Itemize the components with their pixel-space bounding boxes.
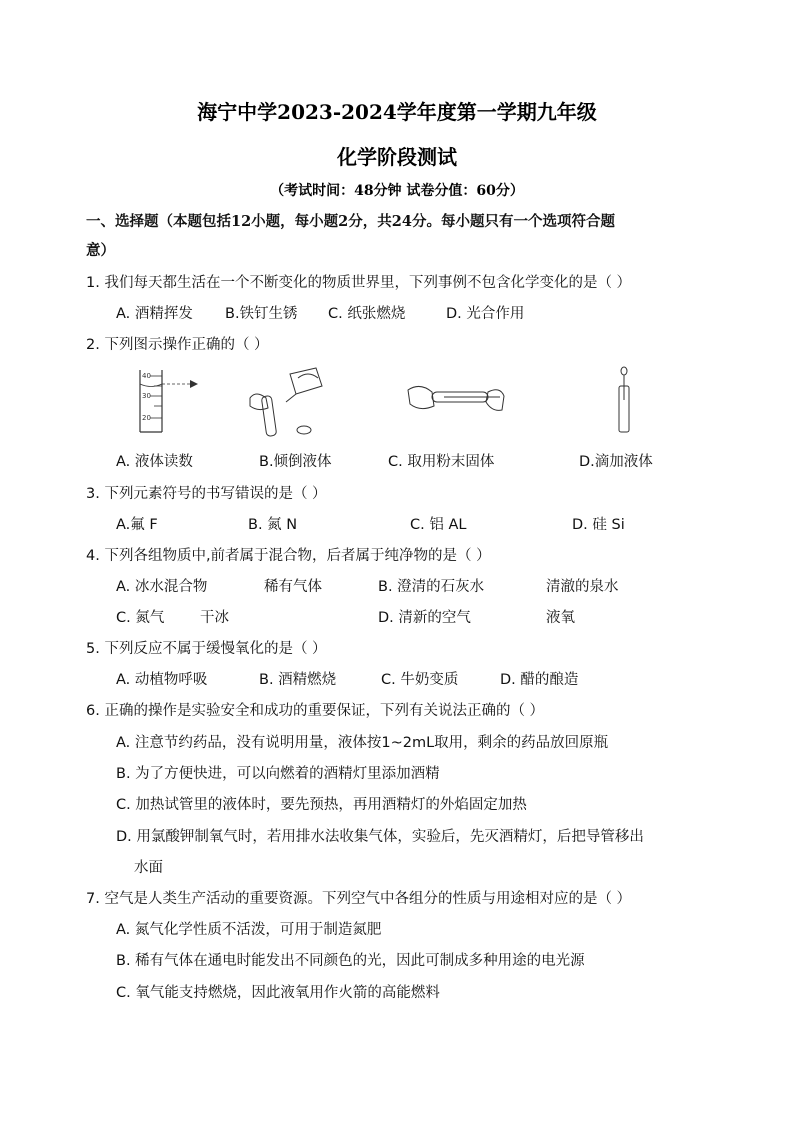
q5-option-b: B. 酒精燃烧	[259, 672, 337, 688]
q7-option-c: C. 氧气能支持燃烧，因此液氧用作火箭的高能燃料	[116, 985, 440, 1001]
q4-option-c: C. 氮气	[116, 610, 165, 626]
q2-option-b: B.倾倒液体	[259, 454, 332, 470]
q2-option-c: C. 取用粉末固体	[388, 454, 495, 470]
q3-option-c: C. 铝 AL	[410, 517, 467, 533]
q3-option-b: B. 氮 N	[248, 517, 298, 533]
question-1-stem: 1. 我们每天都生活在一个不断变化的物质世界里，下列事例不包含化学变化的是（ ）	[86, 275, 632, 291]
q3-option-a: A.氟 F	[116, 517, 158, 533]
q1-option-a: A. 酒精挥发	[116, 306, 193, 322]
eye-icon	[190, 380, 198, 388]
q7-option-b: B. 稀有气体在通电时能发出不同颜色的光，因此可制成多种用途的电光源	[116, 953, 585, 969]
q4-option-d: D. 清新的空气	[378, 610, 471, 626]
q4-option-b: B. 澄清的石灰水	[378, 579, 485, 595]
q5-option-d: D. 醋的酿造	[500, 672, 579, 688]
section-heading: 一、选择题（本题包括12小题，每小题2分，共24分。每小题只有一个选项符合题	[86, 213, 615, 230]
q3-option-d: D. 硅 Si	[572, 517, 625, 533]
exam-title: 海宁中学2023-2024学年度第一学期九年级	[197, 100, 597, 124]
q6-option-d: D. 用氯酸钾制氧气时，若用排水法收集气体，实验后，先灭酒精灯，后把导管移出	[116, 829, 644, 845]
tick-label-40: 40	[142, 372, 151, 380]
q2-option-a: A. 液体读数	[116, 454, 193, 470]
q4-option-c-second: 干冰	[200, 610, 229, 626]
q4-option-d-second: 液氧	[546, 610, 575, 626]
question-7-stem: 7. 空气是人类生产活动的重要资源。下列空气中各组分的性质与用途相对应的是（ ）	[86, 891, 632, 907]
exam-info: （考试时间：48分钟 试卷分值：60分）	[270, 183, 524, 199]
question-5-stem: 5. 下列反应不属于缓慢氧化的是（ ）	[86, 641, 327, 657]
q6-option-d-cont: 水面	[134, 860, 163, 876]
figure-pouring-liquid	[242, 364, 332, 440]
question-3-stem: 3. 下列元素符号的书写错误的是（ ）	[86, 486, 327, 502]
q1-option-b: B.铁钉生锈	[225, 306, 298, 322]
question-2-stem: 2. 下列图示操作正确的（ ）	[86, 337, 269, 353]
figure-dropping-liquid	[612, 366, 636, 434]
q1-option-d: D. 光合作用	[446, 306, 525, 322]
q2-option-d: D.滴加液体	[579, 454, 653, 470]
figure-powder-solid	[404, 378, 508, 424]
q4-option-b-second: 清澈的泉水	[546, 579, 619, 595]
q4-option-a-second: 稀有气体	[264, 579, 322, 595]
question-4-stem: 4. 下列各组物质中,前者属于混合物，后者属于纯净物的是（ ）	[86, 548, 491, 564]
q6-option-b: B. 为了方便快进，可以向燃着的酒精灯里添加酒精	[116, 766, 440, 782]
figure-cylinder-reading	[128, 366, 208, 436]
tick-label-30: 30	[142, 392, 151, 400]
section-heading-cont: 意）	[86, 242, 115, 259]
q1-option-c: C. 纸张燃烧	[328, 306, 406, 322]
q6-option-a: A. 注意节约药品，没有说明用量，液体按1~2mL取用，剩余的药品放回原瓶	[116, 735, 609, 751]
q7-option-a: A. 氮气化学性质不活泼，可用于制造氮肥	[116, 922, 382, 938]
exam-subtitle: 化学阶段测试	[337, 145, 457, 169]
q6-option-c: C. 加热试管里的液体时，要先预热，再用酒精灯的外焰固定加热	[116, 797, 527, 813]
tick-label-20: 20	[142, 414, 151, 422]
q4-option-a: A. 冰水混合物	[116, 579, 208, 595]
question-6-stem: 6. 正确的操作是实验安全和成功的重要保证，下列有关说法正确的（ ）	[86, 703, 545, 719]
q5-option-c: C. 牛奶变质	[381, 672, 459, 688]
q5-option-a: A. 动植物呼吸	[116, 672, 208, 688]
